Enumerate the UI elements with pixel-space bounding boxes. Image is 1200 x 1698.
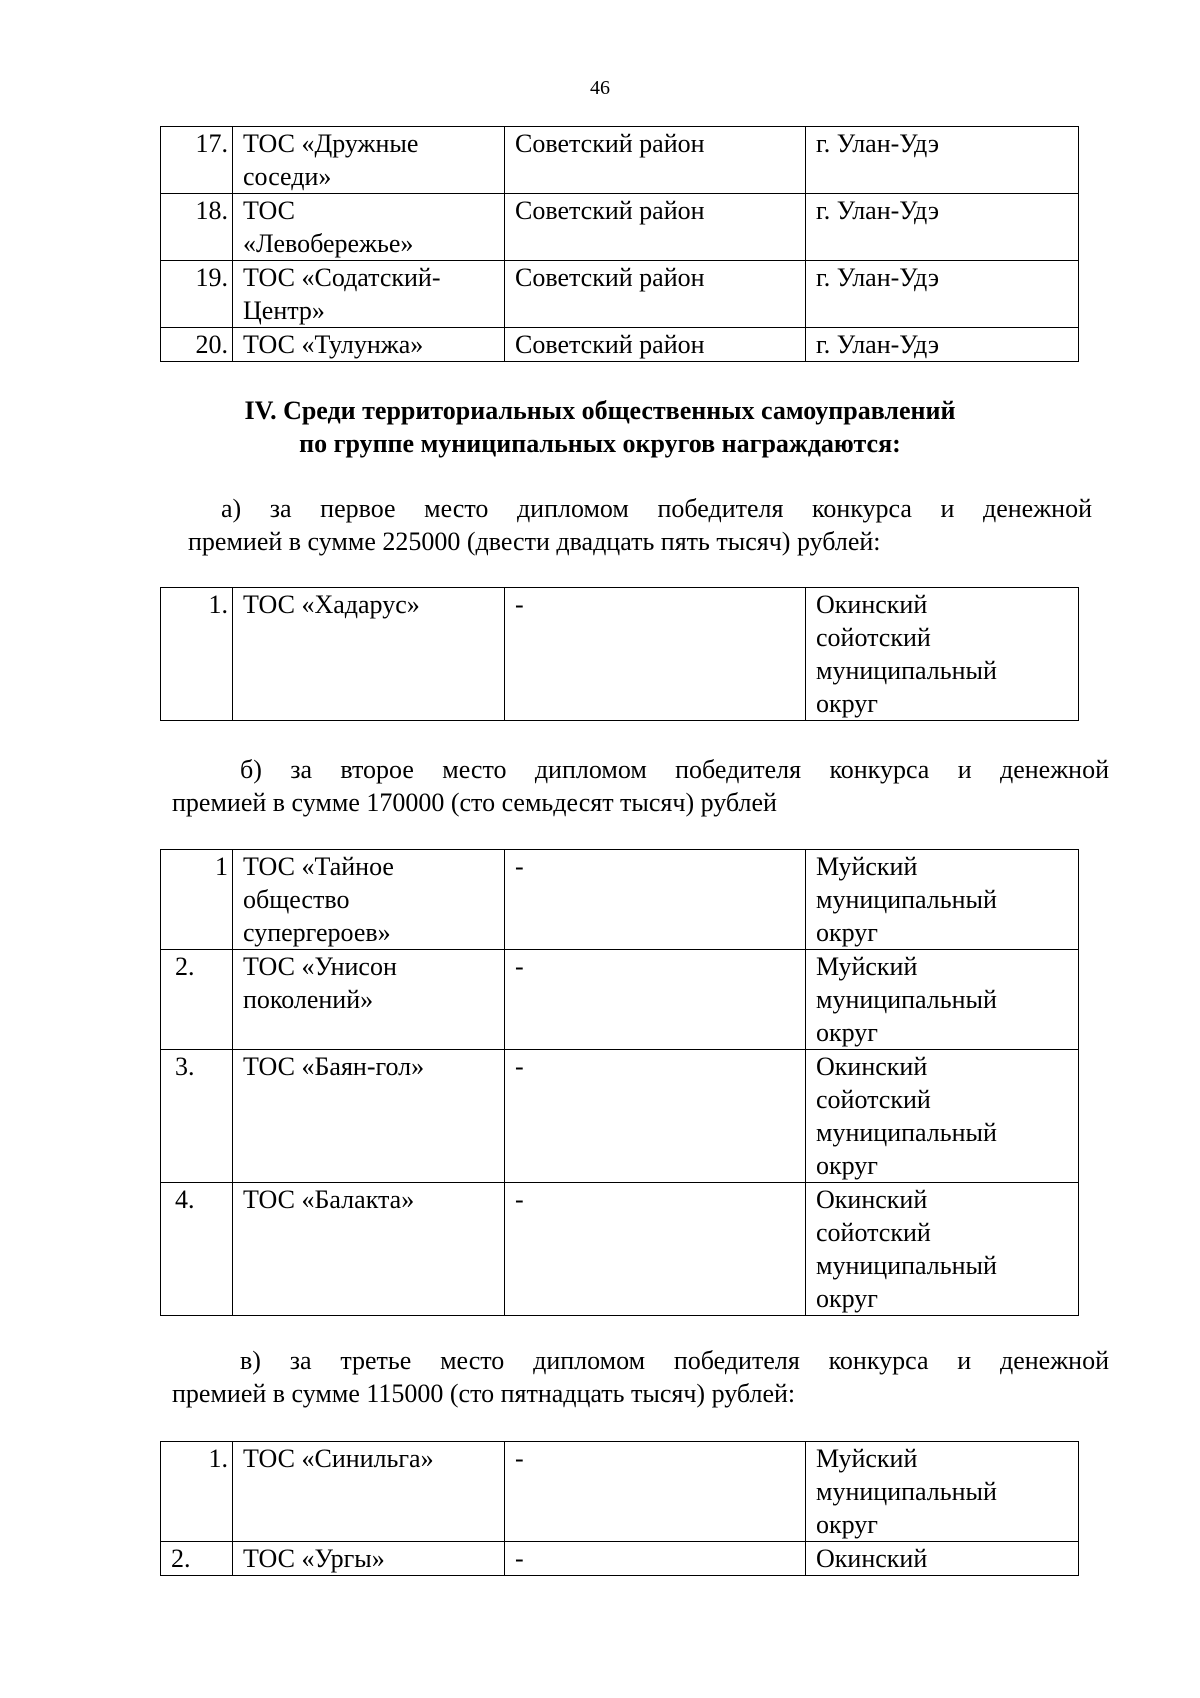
district: Советский район — [505, 127, 806, 194]
paragraph-line: а) за первое место дипломом победителя конкурса и денежной — [221, 494, 1092, 523]
table-sovetsky-district — [160, 126, 1079, 362]
dash: - — [505, 850, 806, 950]
dash: - — [505, 1542, 806, 1576]
tos-name: ТОС «Дружные соседи» — [233, 127, 505, 194]
tos-name: ТОС «Ургы» — [233, 1542, 505, 1576]
table-row — [161, 194, 1079, 261]
municipality: Муйский муниципальный округ — [806, 1442, 1079, 1542]
paragraph-second-place — [172, 753, 1109, 819]
table-row — [161, 1183, 1079, 1316]
dash: - — [505, 588, 806, 721]
municipality: Муйский муниципальный округ — [806, 950, 1079, 1050]
row-number: 1. — [161, 1442, 233, 1542]
paragraph-line: премией в сумме 170000 (сто семьдесят тысяч) рублей — [172, 788, 777, 817]
municipality: Окинский — [806, 1542, 1079, 1576]
row-number: 17. — [161, 127, 233, 194]
municipality: Муйский муниципальный округ — [806, 850, 1079, 950]
tos-name: ТОС «Хадарус» — [233, 588, 505, 721]
paragraph-line: премией в сумме 225000 (двести двадцать пять тысяч) рублей: — [188, 527, 881, 556]
row-number: 3. — [161, 1050, 233, 1183]
table-first-place — [160, 587, 1079, 721]
city: г. Улан-Удэ — [806, 328, 1079, 362]
table-row — [161, 588, 1079, 721]
table-row — [161, 1050, 1079, 1183]
page-number: 46 — [590, 77, 610, 99]
table-row — [161, 950, 1079, 1050]
table-row — [161, 127, 1079, 194]
paragraph-line: премией в сумме 115000 (сто пятнадцать тысяч) рублей: — [172, 1379, 796, 1408]
tos-name: ТОС «Унисон поколений» — [233, 950, 505, 1050]
tos-name: ТОС «Тайное общество супергероев» — [233, 850, 505, 950]
tos-name: ТОС «Балакта» — [233, 1183, 505, 1316]
municipality: Окинский сойотский муниципальный округ — [806, 1050, 1079, 1183]
section-heading — [0, 394, 1200, 460]
municipality: Окинский сойотский муниципальный округ — [806, 1183, 1079, 1316]
section-heading-line1: IV. Среди территориальных общественных самоуправлений — [244, 396, 956, 425]
city: г. Улан-Удэ — [806, 194, 1079, 261]
table-row — [161, 1442, 1079, 1542]
dash: - — [505, 1050, 806, 1183]
paragraph-line: в) за третье место дипломом победителя конкурса и денежной — [240, 1346, 1109, 1375]
row-number: 4. — [161, 1183, 233, 1316]
table-row — [161, 328, 1079, 362]
tos-name: ТОС «Синильга» — [233, 1442, 505, 1542]
table-row — [161, 261, 1079, 328]
district: Советский район — [505, 328, 806, 362]
section-heading-line2: по группе муниципальных округов награждаются: — [299, 429, 901, 458]
municipality: Окинский сойотский муниципальный округ — [806, 588, 1079, 721]
row-number: 20. — [161, 328, 233, 362]
row-number: 2. — [161, 950, 233, 1050]
dash: - — [505, 950, 806, 1050]
table-third-place — [160, 1441, 1079, 1576]
tos-name: ТОС «Баян-гол» — [233, 1050, 505, 1183]
paragraph-line: б) за второе место дипломом победителя конкурса и денежной — [240, 755, 1109, 784]
district: Советский район — [505, 194, 806, 261]
row-number: 1. — [161, 588, 233, 721]
table-second-place — [160, 849, 1079, 1316]
paragraph-first-place — [188, 492, 1092, 558]
tos-name: ТОС «Содатский- Центр» — [233, 261, 505, 328]
city: г. Улан-Удэ — [806, 261, 1079, 328]
city: г. Улан-Удэ — [806, 127, 1079, 194]
district: Советский район — [505, 261, 806, 328]
tos-name: ТОС «Левобережье» — [233, 194, 505, 261]
dash: - — [505, 1183, 806, 1316]
row-number: 18. — [161, 194, 233, 261]
tos-name: ТОС «Тулунжа» — [233, 328, 505, 362]
paragraph-third-place — [172, 1344, 1109, 1410]
table-row — [161, 1542, 1079, 1576]
row-number: 2. — [161, 1542, 233, 1576]
row-number: 19. — [161, 261, 233, 328]
dash: - — [505, 1442, 806, 1542]
table-row — [161, 850, 1079, 950]
row-number: 1 — [161, 850, 233, 950]
